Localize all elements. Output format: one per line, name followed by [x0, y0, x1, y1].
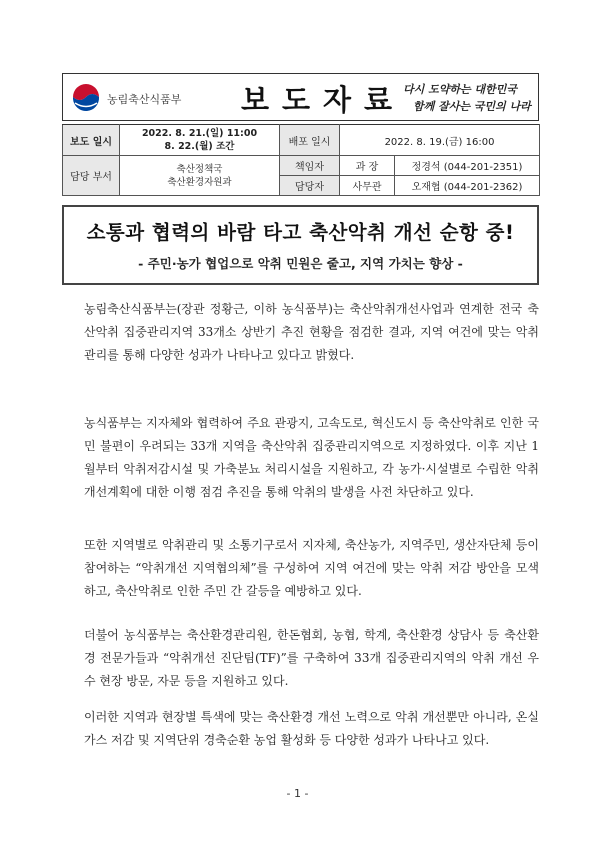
slogan-line-1: 다시 도약하는 대한민국	[403, 83, 517, 96]
contact-name: 오재협 (044-201-2362)	[395, 176, 540, 196]
press-header	[62, 73, 539, 121]
contact-label: 담당자	[280, 176, 340, 196]
release-info-table	[62, 124, 540, 196]
responsible-title: 과 장	[340, 156, 395, 176]
page-title: 보도자료	[241, 83, 406, 117]
dept-line-2: 축산환경자원과	[167, 176, 232, 188]
distribute-time: 2022. 8. 19.(금) 16:00	[340, 125, 540, 156]
release-time	[120, 125, 280, 156]
responsible-label: 책임자	[280, 156, 340, 176]
headline-title: 소통과 협력의 바람 타고 축산악취 개선 순항 중!	[86, 221, 515, 244]
paragraph-2: 농식품부는 지자체와 협력하여 주요 관광지, 고속도로, 혁신도시 등 축산악취로 인한 국민 불편이 우려되는 33개 지역을 축산악취 집중관리지역으로 지정하였다. 이후 지난 1월부터 악취저감시설 및 가축분뇨 처리시설을 지원하고, 각 농가·시설별로 수립한 악취개선계획에 대한 이행 점검 추진을 통해 악취의 발생을 사전 차단하고 있다.	[84, 416, 539, 499]
paragraph-4: 더불어 농식품부는 축산환경관리원, 한돈협회, 농협, 학계, 축산환경 상담사 등 축산환경 전문가들과 “악취개선 진단팀(TF)”를 구축하여 33개 집중관리지역의 악취 개선 우수 현장 방문, 자문 등을 지원하고 있다.	[84, 628, 539, 688]
contact-title: 사무관	[340, 176, 395, 196]
distribute-label: 배포 일시	[280, 125, 340, 156]
headline-box	[62, 205, 539, 285]
paragraph-3: 또한 지역별로 악취관리 및 소통기구로서 지자체, 축산농가, 지역주민, 생산자단체 등이 참여하는 “악취개선 지역협의체”를 구성하여 지역 여건에 맞는 악취 저감 방안을 모색하고, 축산악취로 인한 주민 간 갈등을 예방하고 있다.	[84, 538, 539, 598]
responsible-name: 정경석 (044-201-2351)	[395, 156, 540, 176]
page-number: - 1 -	[286, 787, 309, 800]
headline-subtitle: - 주민·농가 협업으로 악취 민원은 줄고, 지역 가치는 향상 -	[138, 256, 463, 271]
slogan-line-2: 함께 잘사는 국민의 나라	[413, 100, 531, 113]
slogan	[403, 81, 531, 115]
release-label: 보도 일시	[63, 125, 120, 156]
paragraph-5: 이러한 지역과 현장별 특색에 맞는 축산환경 개선 노력으로 악취 개선뿐만 아니라, 온실가스 저감 및 지역단위 경축순환 농업 활성화 등 다양한 성과가 나타나고 있다.	[84, 710, 539, 747]
dept-label: 담당 부서	[63, 156, 120, 196]
dept-line-1: 축산정책국	[176, 163, 223, 175]
paragraph-1: 농림축산식품부는(장관 정황근, 이하 농식품부)는 축산악취개선사업과 연계한 전국 축산악취 집중관리지역 33개소 상반기 추진 현황을 점검한 결과, 지역 여건에 맞는 악취관리를 통해 다양한 성과가 나타나고 있다고 밝혔다.	[84, 302, 539, 362]
release-line-2: 8. 22.(월) 조간	[164, 141, 235, 152]
government-emblem-icon	[71, 83, 101, 113]
org-name: 농림축산식품부	[107, 94, 182, 106]
release-line-1: 2022. 8. 21.(일) 11:00	[141, 128, 258, 139]
dept-name	[120, 156, 280, 196]
